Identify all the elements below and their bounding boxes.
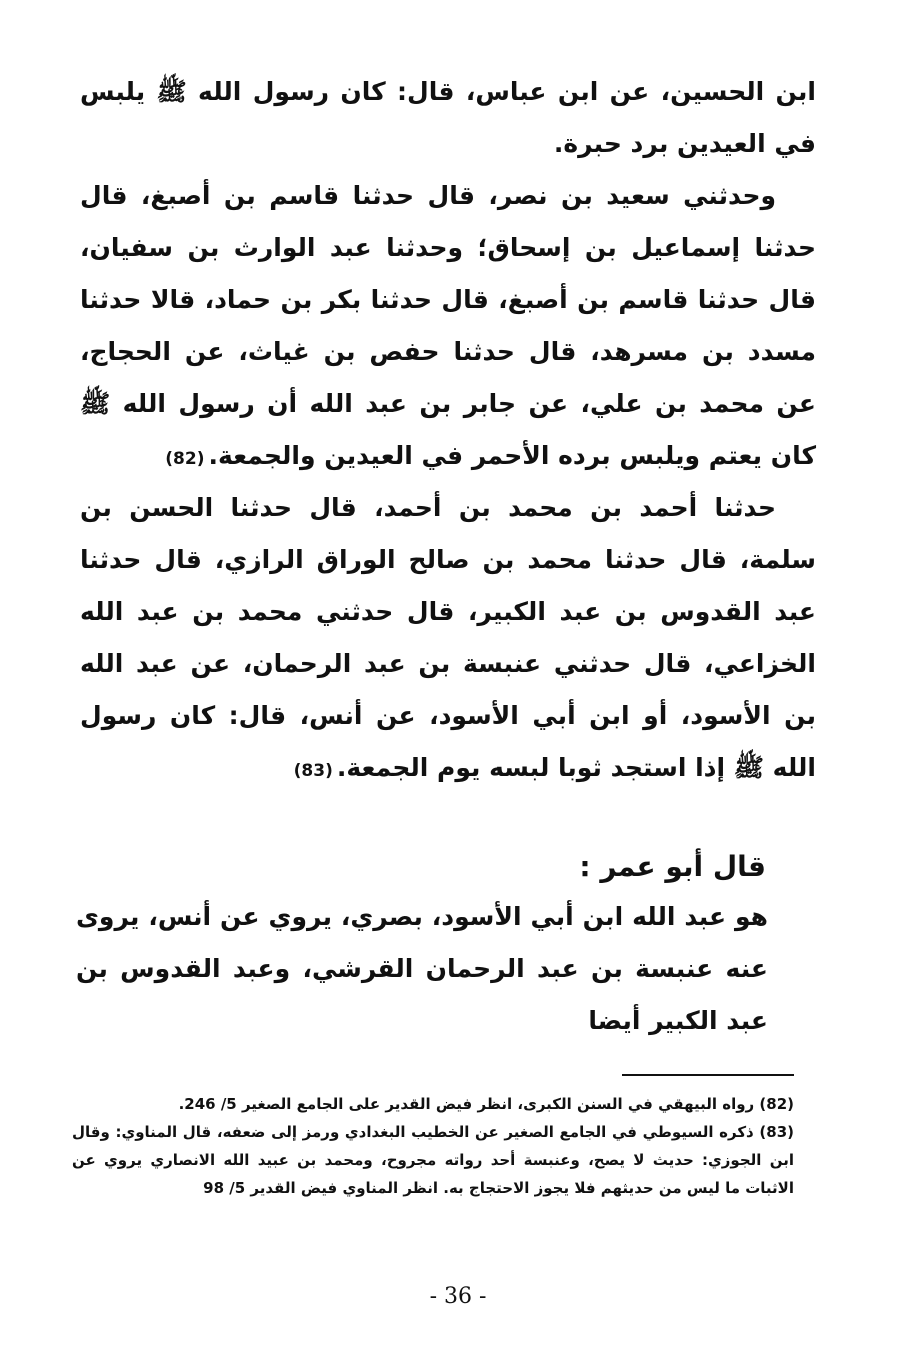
- paragraph-hadith-82: [80, 170, 816, 485]
- footnote-ref-83: (83): [293, 761, 333, 781]
- paragraph-continuation: [80, 66, 816, 170]
- footnote-separator: [622, 1074, 794, 1076]
- section-heading: قال أبو عمر :: [579, 850, 766, 883]
- paragraph-text: هو عبد الله ابن أبي الأسود، بصري، يروي عن أنس، يروى عنه عنبسة بن عبد الرحمان القرشي، وعبد القدوس بن عبد الكبير أيضا: [76, 902, 768, 1035]
- footnotes: [72, 1090, 794, 1202]
- paragraph-text: حدثنا أحمد بن محمد بن أحمد، قال حدثنا الحسن بن سلمة، قال حدثنا محمد بن صالح الوراق الرازي، قال حدثنا عبد القدوس بن عبد الكبير، قال حدثني محمد بن عبد الله الخزاعي، قال حدثني عنبسة بن عبد الرحمان، عن عبد الله بن الأسود، أو ابن أبي الأسود، عن أنس، قال: كان رسول الله ﷺ إذا استجد ثوبا لبسه يوم الجمعة.: [80, 493, 816, 782]
- paragraph-text: وحدثني سعيد بن نصر، قال حدثنا قاسم بن أصبغ، قال حدثنا إسماعيل بن إسحاق؛ وحدثنا عبد الوارث بن سفيان، قال حدثنا قاسم بن أصبغ، قال حدثنا بكر بن حماد، قالا حدثنا مسدد بن مسرهد، قال حدثنا حفص بن غياث، عن الحجاج، عن محمد بن علي، عن جابر بن عبد الله أن رسول الله ﷺ كان يعتم ويلبس برده الأحمر في العيدين والجمعة.: [80, 181, 816, 470]
- footnote-ref-82: (82): [165, 449, 205, 469]
- paragraph-hadith-83: [80, 482, 816, 797]
- footnote-83: (83) ذكره السيوطي في الجامع الصغير عن الخطيب البغدادي ورمز إلى ضعفه، قال المناوي: وقال ابن الجوزي: حديث لا يصح، وعنبسة أحد رواته مجروح، ومحمد بن عبيد الله الانصاري يروي عن الاثبات ما ليس من حديثهم فلا يجوز الاحتجاج به. انظر المناوي فيض القدير 5/ 98: [72, 1123, 794, 1197]
- paragraph-commentary: [76, 891, 768, 1047]
- page-number: - 36 -: [429, 1284, 487, 1309]
- paragraph-text: ابن الحسين، عن ابن عباس، قال: كان رسول الله ﷺ يلبس في العيدين برد حبرة.: [80, 77, 816, 158]
- footnote-82: (82) رواه البيهقي في السنن الكبرى، انظر فيض القدير على الجامع الصغير 5/ 246.: [178, 1095, 794, 1113]
